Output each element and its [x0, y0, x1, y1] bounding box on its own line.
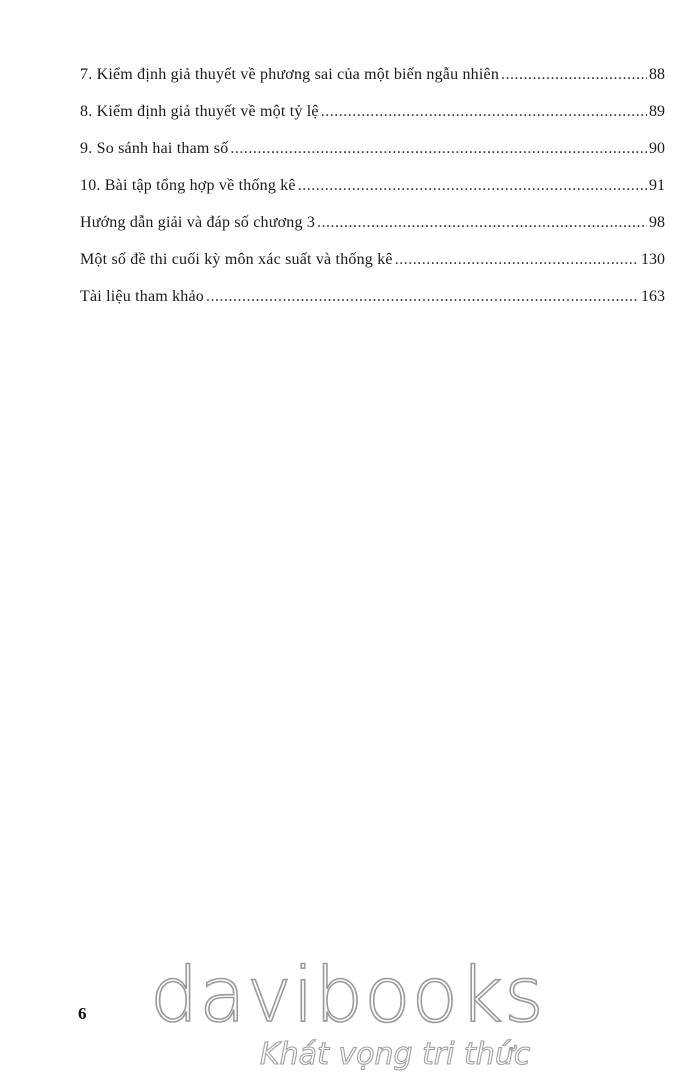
toc-entry-page: 130 — [641, 251, 665, 268]
toc-entry-title: 9. So sánh hai tham số — [80, 140, 229, 157]
toc-entry[interactable] — [80, 58, 665, 95]
toc-dot-leader — [395, 243, 639, 277]
toc-dot-leader — [206, 280, 639, 314]
toc-entry[interactable] — [80, 206, 665, 243]
toc-entry-page: 90 — [649, 140, 665, 157]
page-number: 6 — [78, 1004, 87, 1023]
toc-entry-title: 7. Kiểm định giả thuyết về phương sai của một biến ngẫu nhiên — [80, 66, 500, 83]
toc-entry-page: 91 — [649, 177, 665, 194]
toc-entry-page: 88 — [649, 66, 665, 83]
toc-dot-leader — [230, 132, 647, 166]
watermark-tagline: Khát vọng tri thức — [260, 1037, 531, 1072]
toc-entry-title: Hướng dẫn giải và đáp số chương 3 — [80, 214, 316, 231]
toc-entry-page: 163 — [641, 288, 665, 305]
toc-entry[interactable] — [80, 169, 665, 206]
watermark — [150, 950, 570, 1085]
toc-dot-leader — [317, 206, 647, 240]
toc-entry-title: 8. Kiểm định giả thuyết về một tỷ lệ — [80, 103, 319, 120]
toc-entry[interactable] — [80, 132, 665, 169]
toc-entry-page: 89 — [649, 103, 665, 120]
watermark-logo: davibooks — [150, 950, 545, 1039]
toc-entry[interactable] — [80, 280, 665, 317]
toc-entry-page: 98 — [649, 214, 665, 231]
toc-dot-leader — [321, 95, 647, 129]
toc-entry-title: 10. Bài tập tổng hợp về thống kê — [80, 177, 296, 194]
table-of-contents — [80, 58, 665, 317]
toc-dot-leader — [298, 169, 647, 203]
toc-entry-title: Một số đề thi cuối kỳ môn xác suất và thống kê — [80, 251, 393, 268]
toc-entry[interactable] — [80, 95, 665, 132]
toc-dot-leader — [501, 58, 647, 92]
toc-entry-title: Tài liệu tham khảo — [80, 288, 205, 305]
toc-entry[interactable] — [80, 243, 665, 280]
